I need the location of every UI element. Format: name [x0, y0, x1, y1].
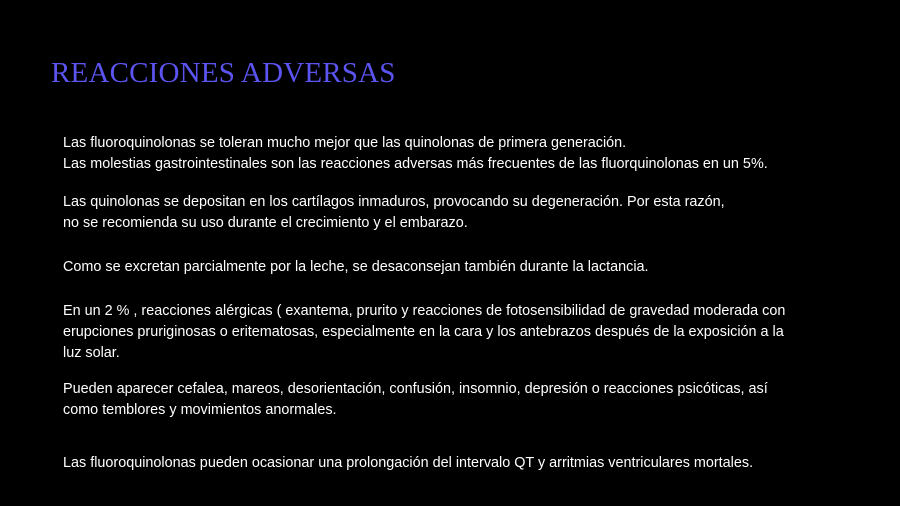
- paragraph-line: Como se excretan parcialmente por la leche, se desaconsejan también durante la lactancia.: [63, 259, 649, 275]
- paragraph-tolerance: [63, 133, 768, 175]
- paragraph-allergic-reactions: [63, 301, 785, 364]
- paragraph-line: Las fluoroquinolonas pueden ocasionar una prolongación del intervalo QT y arritmias ventriculares mortales.: [63, 455, 754, 471]
- paragraph-neurological: [63, 379, 768, 421]
- paragraph-lactation: [63, 257, 649, 278]
- paragraph-line: En un 2 % , reacciones alérgicas ( exantema, prurito y reacciones de fotosensibilidad de gravedad moderada con: [63, 303, 786, 319]
- paragraph-line: como temblores y movimientos anormales.: [63, 402, 337, 418]
- paragraph-line: Las molestias gastrointestinales son las reacciones adversas más frecuentes de las fluorquinolonas en un 5%.: [63, 156, 768, 172]
- paragraph-qt-prolongation: [63, 453, 753, 474]
- paragraph-line: Las fluoroquinolonas se toleran mucho mejor que las quinolonas de primera generación.: [63, 135, 627, 151]
- slide-title: REACCIONES ADVERSAS: [51, 57, 396, 89]
- paragraph-line: luz solar.: [63, 345, 120, 361]
- paragraph-line: erupciones pruriginosas o eritematosas, especialmente en la cara y los antebrazos después de la exposición a la: [63, 324, 784, 340]
- paragraph-line: Pueden aparecer cefalea, mareos, desorientación, confusión, insomnio, depresión o reacciones psicóticas, así: [63, 381, 768, 397]
- paragraph-line: no se recomienda su uso durante el crecimiento y el embarazo.: [63, 215, 468, 231]
- paragraph-line: Las quinolonas se depositan en los cartílagos inmaduros, provocando su degeneración. Por esta razón,: [63, 194, 725, 210]
- paragraph-cartilage: [63, 192, 725, 234]
